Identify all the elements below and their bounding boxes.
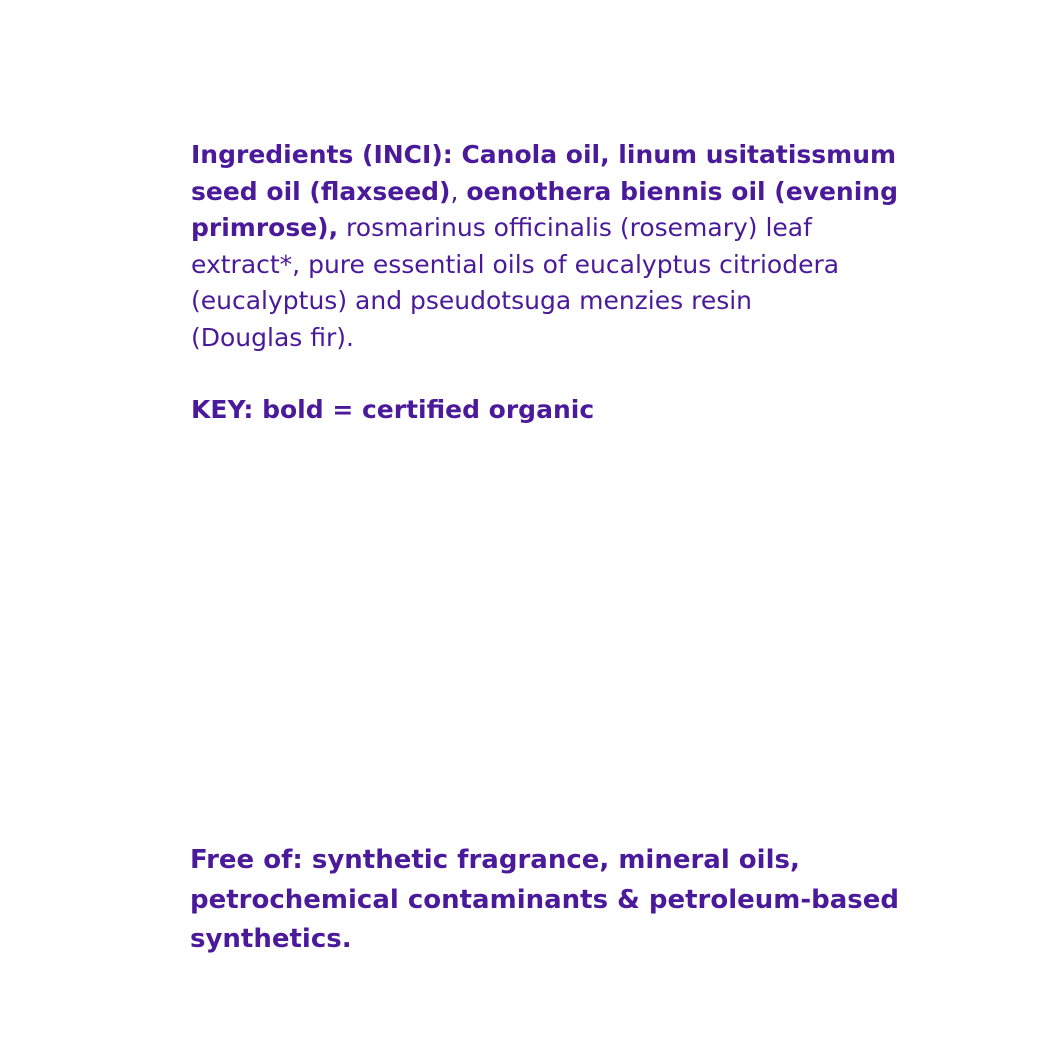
ingredients-line <box>191 210 891 247</box>
ingredient-text: rosmarinus officinalis (rosemary) leaf <box>338 213 812 242</box>
ingredients-line <box>191 283 891 320</box>
ingredient-text: (Douglas fir). <box>191 322 354 352</box>
ingredients-line <box>191 320 891 357</box>
ingredient-text-organic: Ingredients (INCI): Canola oil, linum usitatissmum <box>191 140 897 169</box>
ingredients-paragraph <box>191 137 898 356</box>
ingredient-text: (eucalyptus) and pseudotsuga menzies resin <box>191 286 753 315</box>
ingredient-text: extract*, pure essential oils of eucalyptus citriodera <box>191 249 840 279</box>
key-legend <box>191 392 891 429</box>
ingredient-text-organic: primrose), <box>191 213 339 242</box>
ingredients-line <box>191 174 898 211</box>
key-legend-text: KEY: bold = certified organic <box>191 395 595 424</box>
free-of-paragraph <box>190 841 910 960</box>
free-of-line: Free of: synthetic fragrance, mineral oils, <box>190 845 800 875</box>
ingredient-text: , <box>450 176 467 206</box>
ingredient-text-organic: oenothera biennis oil (evening <box>466 176 898 206</box>
free-of-line: synthetics. <box>190 924 352 954</box>
ingredients-line <box>191 247 891 284</box>
ingredient-text-organic: seed oil (flaxseed) <box>191 176 451 206</box>
ingredients-line <box>191 137 897 174</box>
free-of-line: petrochemical contaminants & petroleum-based <box>190 884 900 915</box>
